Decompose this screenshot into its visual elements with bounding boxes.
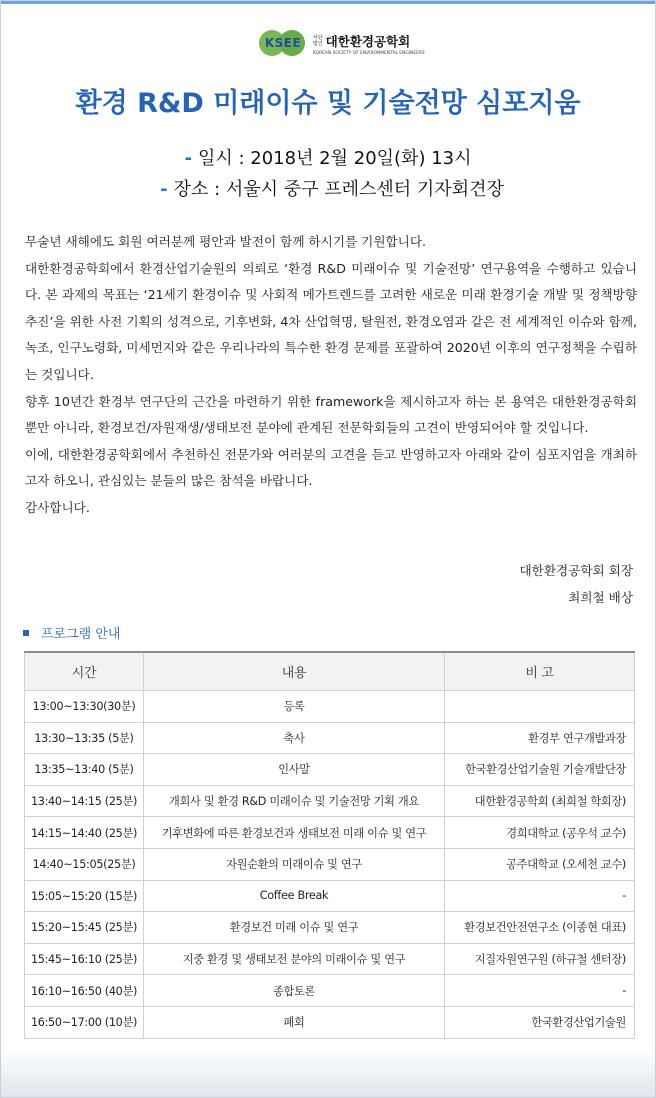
- cell-content: 폐회: [144, 1006, 445, 1038]
- place-line: [9, 175, 655, 201]
- cell-note: 지질자원연구원 (하규철 센터장): [445, 943, 635, 975]
- invitation-body: [25, 229, 637, 522]
- cell-time: 14:15~14:40 (25분): [25, 817, 144, 849]
- body-paragraph: 이에, 대한환경공학회에서 추천하신 전문가와 여러분의 고견을 듣고 반영하고자 아래와 같이 심포지엄을 개최하고자 하오니, 관심있는 분들의 많은 참석을 바랍니다.: [25, 446, 637, 489]
- column-header-time: 시간: [25, 652, 144, 691]
- table-row: [25, 943, 635, 975]
- program-heading: [23, 623, 120, 642]
- table-row: [25, 785, 635, 817]
- cell-content: 기후변화에 따른 환경보건과 생태보전 미래 이슈 및 연구: [144, 817, 445, 849]
- cell-note: -: [445, 975, 635, 1007]
- table-row: [25, 691, 635, 723]
- cell-content: 인사말: [144, 754, 445, 786]
- program-table: [24, 651, 635, 1039]
- cell-note: 환경보건안전연구소 (이종현 대표): [445, 912, 635, 944]
- signature-name: 최희철 배상: [568, 590, 633, 605]
- place-text: 장소 : 서울시 중구 프레스센터 기자회견장: [173, 179, 504, 200]
- table-row: [25, 880, 635, 912]
- bottom-gradient: [1, 1047, 655, 1097]
- logo-small-1: 사단: [313, 35, 323, 41]
- cell-time: 13:30~13:35 (5분): [25, 722, 144, 754]
- cell-time: 15:45~16:10 (25분): [25, 943, 144, 975]
- table-row: [25, 1006, 635, 1038]
- cell-time: 16:50~17:00 (10분): [25, 1006, 144, 1038]
- society-logo: [257, 27, 425, 61]
- cell-content: 등록: [144, 691, 445, 723]
- date-text: 일시 : 2018년 2월 20일(화) 13시: [197, 148, 472, 169]
- cell-content: 환경보건 미래 이슈 및 연구: [144, 912, 445, 944]
- cell-content: 축사: [144, 722, 445, 754]
- cell-time: 15:05~15:20 (15분): [25, 880, 144, 912]
- ksee-logo-icon: [257, 30, 309, 58]
- table-row: [25, 722, 635, 754]
- cell-note: 경희대학교 (공우석 교수): [445, 817, 635, 849]
- logo-name: 대한환경공학회: [325, 34, 411, 49]
- table-row: [25, 754, 635, 786]
- table-row: [25, 817, 635, 849]
- column-header-note: 비 고: [445, 652, 635, 691]
- table-row: [25, 848, 635, 880]
- program-header-row: [25, 652, 635, 691]
- cell-content: 지중 환경 및 생태보전 분야의 미래이슈 및 연구: [144, 943, 445, 975]
- body-paragraph: 무술년 새해에도 회원 여러분께 평안과 발전이 함께 하시기를 기원합니다.: [25, 234, 426, 249]
- body-paragraph: 감사합니다.: [25, 499, 90, 515]
- page-title: 환경 R&D 미래이슈 및 기술전망 심포지움: [75, 88, 581, 119]
- cell-note: 한국환경산업기술원: [445, 1006, 635, 1038]
- cell-note: 대한환경공학회 (최희철 학회장): [445, 785, 635, 817]
- top-accent-bar: [1, 1, 655, 4]
- cell-note: 공주대학교 (오세천 교수): [445, 848, 635, 880]
- body-paragraph: 대한환경공학회에서 환경산업기술원의 의뢰로 ‘환경 R&D 미래이슈 및 기술전망’ 연구용역을 수행하고 있습니다. 본 과제의 목표는 ‘21세기 환경이슈 및 사회적 메가트렌드를 고려한 새로운 미래 환경기술 개발 및 정책방향 추진’을 위한 사전 기획의 성격으로, 기후변화, 4차 산업혁명, 탈원전, 환경오염과 같은 전 세계적인 이슈와 함께, 녹조, 인구노령화, 미세먼지와 같은 우리나라의 특수한 환경 문제를 포괄하여 2020년 이후의 연구정책을 수립하는 것입니다.: [25, 260, 637, 382]
- square-bullet-icon: [23, 630, 29, 636]
- cell-content: 자원순환의 미래이슈 및 연구: [144, 848, 445, 880]
- cell-note: 한국환경산업기술원 기술개발단장: [445, 754, 635, 786]
- cell-note: 환경부 연구개발과장: [445, 722, 635, 754]
- place-dash: -: [160, 179, 168, 200]
- signature-title: 대한환경공학회 회장: [519, 563, 633, 578]
- date-line: [1, 144, 655, 170]
- cell-content: 종합토론: [144, 975, 445, 1007]
- table-row: [25, 975, 635, 1007]
- date-dash: -: [184, 148, 192, 169]
- cell-time: 14:40~15:05(25분): [25, 848, 144, 880]
- cell-content: Coffee Break: [144, 880, 445, 912]
- program-heading-text: 프로그램 안내: [41, 627, 121, 642]
- cell-content: 개회사 및 환경 R&D 미래이슈 및 기술전망 기획 개요: [144, 785, 445, 817]
- cell-time: 13:35~13:40 (5분): [25, 754, 144, 786]
- logo-english-name: KOREAN SOCIETY OF ENVIRONMENTAL ENGINEERS: [313, 51, 425, 56]
- table-row: [25, 912, 635, 944]
- logo-abbr: KSEE: [264, 36, 302, 50]
- cell-time: 15:20~15:45 (25분): [25, 912, 144, 944]
- cell-time: 13:00~13:30(30분): [25, 691, 144, 723]
- column-header-content: 내용: [144, 652, 445, 691]
- cell-time: 13:40~14:15 (25분): [25, 785, 144, 817]
- cell-time: 16:10~16:50 (40분): [25, 975, 144, 1007]
- logo-small-2: 법인: [313, 41, 323, 47]
- cell-note: [445, 691, 635, 723]
- body-paragraph: 향후 10년간 환경부 연구단의 근간을 마련하기 위한 framework을 제시하고자 하는 본 용역은 대한환경공학회 뿐만 아니라, 환경보건/자원재생/생태보전 분야에 관계된 전문학회들의 고견이 반영되어야 할 것입니다.: [25, 393, 637, 436]
- cell-note: -: [445, 880, 635, 912]
